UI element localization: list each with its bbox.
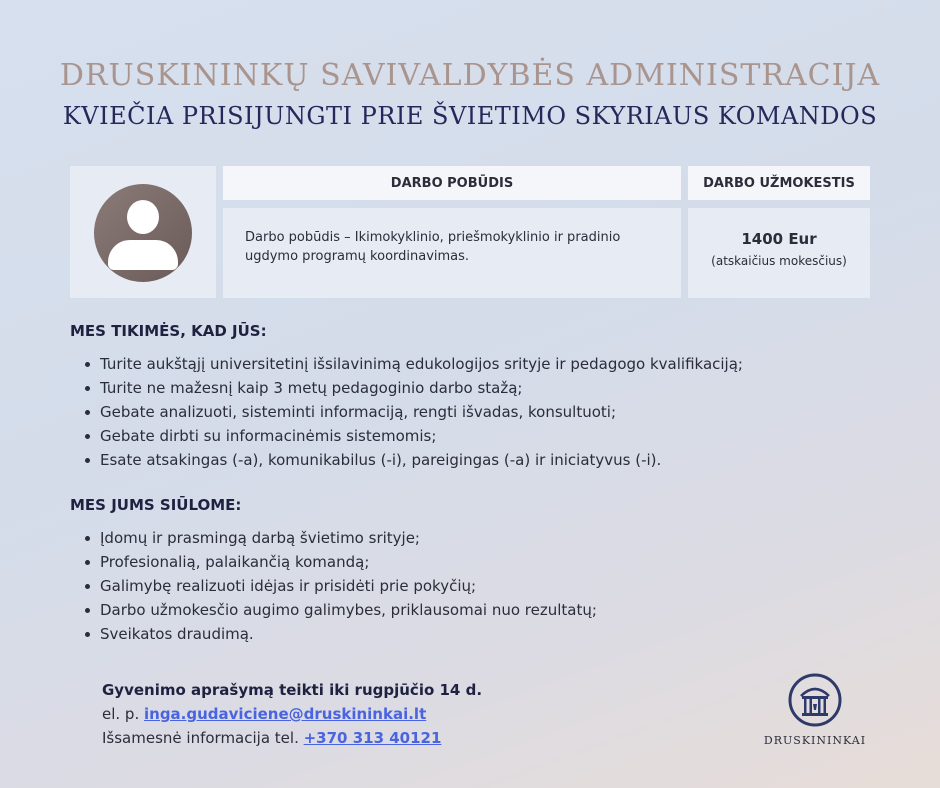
list-item: Esate atsakingas (-a), komunikabilus (-i), pareigingas (-a) ir iniciatyvus (-i). [82,448,743,472]
list-item: Gebate dirbti su informacinėmis sistemomis; [82,424,743,448]
user-avatar-icon [94,184,192,282]
druskininkai-emblem-icon [787,672,843,728]
list-item: Darbo užmokesčio augimo galimybes, priklausomai nuo rezultatų; [82,598,597,622]
list-item: Profesionalią, palaikančią komandą; [82,550,597,574]
salary-note: (atskaičius mokesčius) [711,254,847,268]
job-nature-text: Darbo pobūdis – Ikimokyklinio, priešmokyklinio ir pradinio ugdymo programų koordinavimas. [245,230,621,264]
phone-link[interactable]: +370 313 40121 [303,729,442,747]
offers-heading: MES JUMS SIŪLOME: [70,496,242,514]
expectations-list [82,352,743,472]
list-item: Įdomų ir prasmingą darbą švietimo srityje; [82,526,597,550]
header-salary: DARBO UŽMOKESTIS [688,166,870,200]
list-item: Sveikatos draudimą. [82,622,597,646]
contact-block [102,678,482,750]
expectations-heading: MES TIKIMĖS, KAD JŪS: [70,322,267,340]
salary-cell [688,208,870,298]
email-link[interactable]: inga.gudaviciene@druskininkai.lt [144,705,427,723]
logo [760,672,870,747]
avatar-panel [70,166,216,298]
offers-list [82,526,597,646]
list-item: Turite ne mažesnį kaip 3 metų pedagoginio darbo stažą; [82,376,743,400]
phone-prefix: Išsamesnė informacija tel. [102,729,304,747]
title-line-2: KVIEČIA PRISIJUNGTI PRIE ŠVIETIMO SKYRIAUS KOMANDOS [62,102,878,130]
logo-text: DRUSKININKAI [763,734,867,747]
salary-amount: 1400 Eur [741,230,817,248]
email-line [102,702,482,726]
header-job-nature: DARBO POBŪDIS [223,166,681,200]
phone-line [102,726,482,750]
list-item: Turite aukštąjį universitetinį išsilavinimą edukologijos srityje ir pedagogo kvalifikaciją; [82,352,743,376]
list-item: Galimybę realizuoti idėjas ir prisidėti prie pokyčių; [82,574,597,598]
email-prefix: el. p. [102,705,144,723]
list-item: Gebate analizuoti, sisteminti informaciją, rengti išvadas, konsultuoti; [82,400,743,424]
job-nature-cell [223,208,681,298]
title-line-1: DRUSKININKŲ SAVIVALDYBĖS ADMINISTRACIJA [59,58,881,93]
deadline-text: Gyvenimo aprašymą teikti iki rugpjūčio 14 d. [102,681,483,699]
